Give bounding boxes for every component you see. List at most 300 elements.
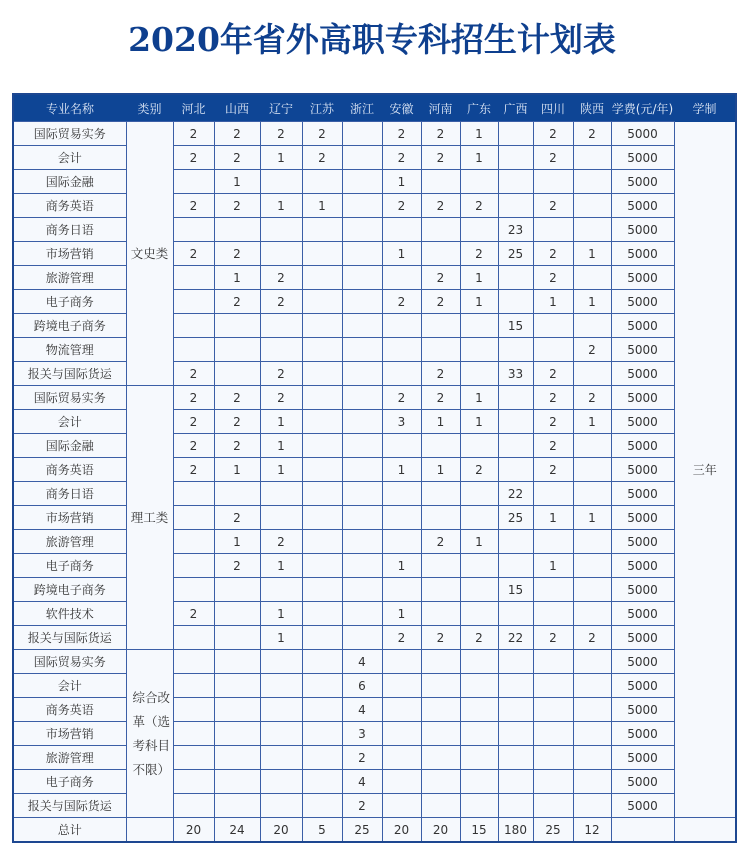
tuition-fee: 5000 [611,194,674,218]
table-row [13,698,736,722]
quota-cell: 2 [173,194,214,218]
quota-cell: 2 [260,122,302,146]
tuition-fee: 5000 [611,242,674,266]
quota-cell [460,170,498,194]
total-category-empty [126,818,173,843]
quota-cell [382,770,421,794]
quota-cell [533,746,573,770]
quota-cell [173,746,214,770]
quota-cell: 2 [173,602,214,626]
quota-cell [498,410,533,434]
quota-cell: 6 [342,674,382,698]
quota-cell [460,482,498,506]
table-row [13,290,736,314]
quota-cell: 1 [260,626,302,650]
quota-cell [302,170,342,194]
column-header: 江苏 [302,94,342,122]
quota-cell [302,770,342,794]
quota-cell [460,314,498,338]
table-row [13,650,736,674]
quota-cell [302,650,342,674]
major-name: 国际金融 [13,170,126,194]
category-cell: 文史类 [126,122,173,386]
quota-cell [214,602,260,626]
quota-cell [533,482,573,506]
major-name: 商务英语 [13,698,126,722]
major-name: 国际贸易实务 [13,650,126,674]
total-row [13,818,736,843]
column-header: 河北 [173,94,214,122]
quota-cell: 2 [214,242,260,266]
quota-cell [421,674,460,698]
quota-cell [302,746,342,770]
quota-cell: 1 [460,266,498,290]
quota-cell [302,482,342,506]
quota-cell [214,626,260,650]
quota-cell [173,266,214,290]
table-row [13,674,736,698]
quota-cell: 2 [533,146,573,170]
table-row [13,554,736,578]
major-name: 国际贸易实务 [13,386,126,410]
quota-cell [342,362,382,386]
tuition-fee: 5000 [611,554,674,578]
quota-cell: 1 [382,458,421,482]
quota-cell [573,698,611,722]
major-name: 物流管理 [13,338,126,362]
quota-cell: 2 [302,122,342,146]
quota-cell: 2 [573,338,611,362]
total-cell: 25 [533,818,573,843]
quota-cell: 25 [498,242,533,266]
quota-cell: 2 [421,290,460,314]
major-name: 电子商务 [13,290,126,314]
table-row [13,770,736,794]
quota-cell [498,770,533,794]
quota-cell [498,338,533,362]
quota-cell [533,314,573,338]
quota-cell [302,530,342,554]
quota-cell: 2 [214,386,260,410]
quota-cell [460,722,498,746]
quota-cell [173,338,214,362]
quota-cell [173,554,214,578]
quota-cell [421,218,460,242]
quota-cell: 2 [382,194,421,218]
major-name: 市场营销 [13,722,126,746]
quota-cell [421,554,460,578]
quota-cell: 2 [173,122,214,146]
quota-cell: 2 [382,386,421,410]
quota-cell [460,362,498,386]
quota-cell: 1 [214,530,260,554]
quota-cell [302,578,342,602]
column-header: 山西 [214,94,260,122]
major-name: 会计 [13,146,126,170]
quota-cell [533,530,573,554]
quota-cell: 2 [173,362,214,386]
quota-cell [342,482,382,506]
quota-cell: 2 [382,290,421,314]
quota-cell: 1 [260,458,302,482]
quota-cell [302,434,342,458]
quota-cell [460,434,498,458]
quota-cell [173,506,214,530]
quota-cell [498,698,533,722]
quota-cell [214,746,260,770]
quota-cell [260,482,302,506]
quota-cell [421,170,460,194]
quota-cell [173,290,214,314]
quota-cell [342,554,382,578]
quota-cell [302,386,342,410]
quota-cell [260,242,302,266]
column-header: 安徽 [382,94,421,122]
quota-cell: 2 [421,362,460,386]
quota-cell [498,650,533,674]
quota-cell [460,650,498,674]
column-header: 专业名称 [13,94,126,122]
quota-cell: 2 [214,194,260,218]
quota-cell: 1 [573,506,611,530]
quota-cell: 15 [498,578,533,602]
quota-cell [421,722,460,746]
quota-cell: 2 [533,242,573,266]
quota-cell: 2 [460,458,498,482]
quota-cell [173,770,214,794]
quota-cell [533,794,573,818]
quota-cell [342,578,382,602]
total-cell: 20 [173,818,214,843]
quota-cell [342,146,382,170]
quota-cell [342,314,382,338]
quota-cell: 1 [214,170,260,194]
quota-cell: 2 [460,242,498,266]
quota-cell [421,794,460,818]
tuition-fee: 5000 [611,794,674,818]
quota-cell: 1 [382,170,421,194]
quota-cell [533,650,573,674]
quota-cell [260,746,302,770]
tuition-fee: 5000 [611,362,674,386]
quota-cell [498,122,533,146]
quota-cell [173,530,214,554]
total-cell: 20 [382,818,421,843]
quota-cell [533,338,573,362]
quota-cell [533,170,573,194]
table-row [13,602,736,626]
column-header: 广西 [498,94,533,122]
quota-cell [460,554,498,578]
quota-cell: 2 [173,458,214,482]
quota-cell [573,746,611,770]
quota-cell: 2 [533,194,573,218]
column-header: 陕西 [573,94,611,122]
quota-cell [460,698,498,722]
column-header: 四川 [533,94,573,122]
quota-cell [342,218,382,242]
quota-cell [260,314,302,338]
quota-cell: 2 [421,122,460,146]
quota-cell [573,794,611,818]
quota-cell: 1 [460,146,498,170]
quota-cell [573,458,611,482]
quota-cell [342,458,382,482]
quota-cell [533,602,573,626]
tuition-fee: 5000 [611,698,674,722]
quota-cell [173,578,214,602]
table-row [13,266,736,290]
major-name: 跨境电子商务 [13,314,126,338]
table-row [13,338,736,362]
quota-cell: 15 [498,314,533,338]
quota-cell [382,218,421,242]
quota-cell [342,410,382,434]
quota-cell: 1 [573,290,611,314]
quota-cell [498,170,533,194]
table-row [13,362,736,386]
quota-cell: 22 [498,482,533,506]
quota-cell [573,530,611,554]
quota-cell [342,242,382,266]
category-cell: 综合改革（选考科目不限） [126,650,173,818]
major-name: 会计 [13,674,126,698]
quota-cell: 2 [173,242,214,266]
tuition-fee: 5000 [611,290,674,314]
quota-cell [302,626,342,650]
quota-cell: 2 [573,386,611,410]
quota-cell: 1 [214,458,260,482]
major-name: 会计 [13,410,126,434]
quota-cell [498,146,533,170]
quota-cell: 1 [533,554,573,578]
quota-cell [173,314,214,338]
quota-cell [498,434,533,458]
quota-cell: 2 [173,146,214,170]
quota-cell [342,626,382,650]
quota-cell: 1 [533,290,573,314]
quota-cell [260,578,302,602]
quota-cell [573,602,611,626]
quota-cell: 2 [382,122,421,146]
quota-cell [173,650,214,674]
total-cell: 12 [573,818,611,843]
column-header: 学制 [674,94,736,122]
tuition-fee: 5000 [611,770,674,794]
quota-cell: 1 [382,602,421,626]
quota-cell: 2 [260,290,302,314]
quota-cell [421,602,460,626]
quota-cell [214,794,260,818]
quota-cell [498,554,533,578]
quota-cell [342,506,382,530]
table-row [13,170,736,194]
quota-cell: 2 [214,146,260,170]
quota-cell: 2 [533,410,573,434]
total-fee-empty [611,818,674,843]
quota-cell: 33 [498,362,533,386]
quota-cell: 2 [260,362,302,386]
quota-cell: 1 [573,410,611,434]
quota-cell [498,386,533,410]
quota-cell [382,338,421,362]
table-row [13,434,736,458]
quota-cell [214,218,260,242]
quota-cell [214,650,260,674]
quota-cell [214,698,260,722]
quota-cell [214,314,260,338]
quota-cell [382,266,421,290]
quota-cell [214,338,260,362]
table-row [13,314,736,338]
quota-cell [342,386,382,410]
quota-cell: 2 [533,434,573,458]
table-row [13,626,736,650]
study-duration: 三年 [674,122,736,818]
quota-cell [302,362,342,386]
major-name: 跨境电子商务 [13,578,126,602]
quota-cell [214,674,260,698]
tuition-fee: 5000 [611,746,674,770]
quota-cell [302,266,342,290]
tuition-fee: 5000 [611,602,674,626]
quota-cell: 2 [573,626,611,650]
quota-cell [421,314,460,338]
major-name: 商务日语 [13,218,126,242]
tuition-fee: 5000 [611,122,674,146]
tuition-fee: 5000 [611,650,674,674]
column-header: 广东 [460,94,498,122]
quota-cell [421,746,460,770]
total-cell: 5 [302,818,342,843]
quota-cell [421,650,460,674]
quota-cell: 2 [214,554,260,578]
table-row [13,506,736,530]
tuition-fee: 5000 [611,458,674,482]
quota-cell [260,170,302,194]
quota-cell: 1 [533,506,573,530]
quota-cell [533,698,573,722]
quota-cell [573,362,611,386]
table-row [13,242,736,266]
quota-cell: 1 [421,458,460,482]
total-duration-empty [674,818,736,843]
quota-cell: 2 [421,626,460,650]
tuition-fee: 5000 [611,314,674,338]
quota-cell [460,674,498,698]
table-row [13,410,736,434]
quota-cell [498,194,533,218]
quota-cell [382,674,421,698]
quota-cell: 1 [460,530,498,554]
quota-cell [342,434,382,458]
tuition-fee: 5000 [611,530,674,554]
quota-cell [260,698,302,722]
quota-cell [573,266,611,290]
quota-cell [214,362,260,386]
quota-cell: 2 [260,386,302,410]
quota-cell: 2 [173,410,214,434]
column-header: 辽宁 [260,94,302,122]
quota-cell [173,722,214,746]
table-row [13,794,736,818]
quota-cell [421,506,460,530]
quota-cell [214,578,260,602]
quota-cell: 2 [421,194,460,218]
quota-cell [382,434,421,458]
quota-cell [382,650,421,674]
quota-cell [382,362,421,386]
quota-cell: 2 [533,266,573,290]
major-name: 市场营销 [13,506,126,530]
total-cell: 15 [460,818,498,843]
quota-cell: 2 [421,386,460,410]
total-label: 总计 [13,818,126,843]
quota-cell: 2 [342,746,382,770]
quota-cell [533,770,573,794]
quota-cell [460,578,498,602]
quota-cell: 2 [302,146,342,170]
quota-cell [302,698,342,722]
quota-cell [342,290,382,314]
quota-cell: 1 [260,146,302,170]
quota-cell: 1 [260,554,302,578]
major-name: 电子商务 [13,554,126,578]
quota-cell: 2 [533,362,573,386]
tuition-fee: 5000 [611,218,674,242]
total-cell: 24 [214,818,260,843]
quota-cell [573,482,611,506]
page-title: 2020年省外高职专科招生计划表 [128,20,616,59]
total-cell: 20 [421,818,460,843]
enrollment-plan-table [12,93,737,843]
column-header: 河南 [421,94,460,122]
quota-cell [573,218,611,242]
quota-cell [573,194,611,218]
quota-cell [382,530,421,554]
quota-cell: 2 [533,386,573,410]
quota-cell [460,338,498,362]
quota-cell [342,602,382,626]
quota-cell: 2 [460,626,498,650]
quota-cell: 3 [382,410,421,434]
quota-cell: 2 [214,290,260,314]
major-name: 国际贸易实务 [13,122,126,146]
quota-cell: 2 [533,626,573,650]
quota-cell [260,722,302,746]
major-name: 商务英语 [13,194,126,218]
quota-cell [573,722,611,746]
major-name: 电子商务 [13,770,126,794]
quota-cell [460,218,498,242]
quota-cell [260,770,302,794]
quota-cell [382,746,421,770]
quota-cell [214,722,260,746]
quota-cell [342,170,382,194]
quota-cell: 4 [342,770,382,794]
table-row [13,218,736,242]
quota-cell [498,266,533,290]
quota-cell [533,674,573,698]
quota-cell [382,506,421,530]
quota-cell: 1 [302,194,342,218]
quota-cell: 2 [214,410,260,434]
major-name: 报关与国际货运 [13,794,126,818]
major-name: 商务英语 [13,458,126,482]
tuition-fee: 5000 [611,266,674,290]
tuition-fee: 5000 [611,410,674,434]
major-name: 旅游管理 [13,530,126,554]
